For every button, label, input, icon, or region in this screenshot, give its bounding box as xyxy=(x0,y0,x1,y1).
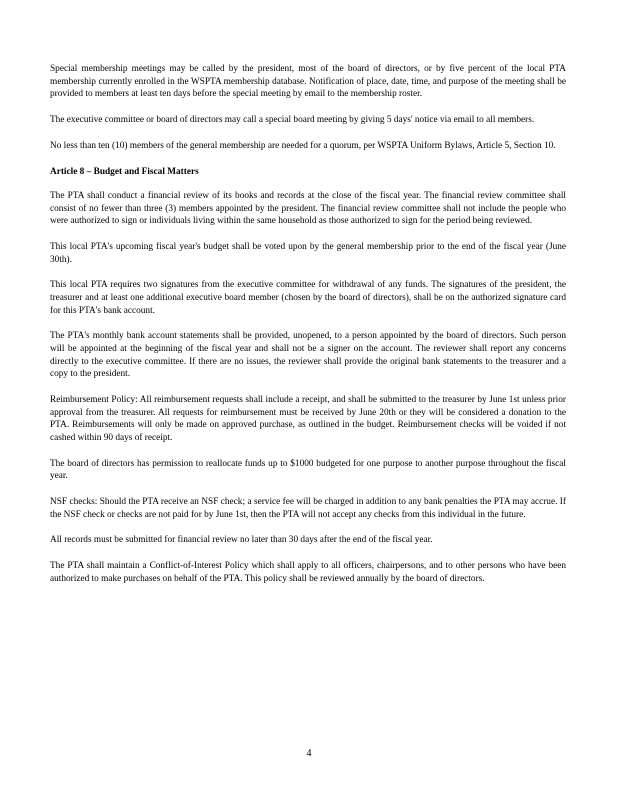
bank-statements-paragraph: The PTA's monthly bank account statements shall be provided, unopened, to a person appointed by the board of directors. Such person will be appointed at the beginning of the fiscal year and shall not be a signer on the account. The reviewer shall report any concerns directly to the executive committee. If there are no issues, the reviewer shall provide the original bank statements to the treasurer and a copy to the president. xyxy=(50,331,566,380)
financial-review-paragraph: The PTA shall conduct a financial review of its books and records at the close of the fiscal year. The financial review committee shall consist of no fewer than three (3) members appointed by the president. The financial review committee shall not include the people who were authorized to sign or individuals living within the same household as those authorized to sign for the period being reviewed. xyxy=(50,191,566,227)
reimbursement-policy-paragraph: Reimbursement Policy: All reimbursement requests shall include a receipt, and shall be submitted to the treasurer by June 1st unless prior approval from the treasurer. All requests for reimbursement must be received by June 20th or they will be considered a donation to the PTA. Reimbursements will only be made on approved purchase, as outlined in the budget. Reimbursement checks will be voided if not cashed within 90 days of receipt. xyxy=(50,395,566,443)
budget-vote-paragraph: This local PTA's upcoming fiscal year's budget shall be voted upon by the general membership prior to the end of the fiscal year (June 30th). xyxy=(50,242,566,265)
signatures-paragraph: This local PTA requires two signatures from the executive committee for withdrawal of any funds. The signatures of the president, the treasurer and at least one additional executive board member (chosen by the board of directors), shall be on the authorized signature card for this PTA's bank account. xyxy=(50,280,566,316)
special-meetings-paragraph: Special membership meetings may be called by the president, most of the board of directors, or by five percent of the local PTA membership currently enrolled in the WSPTA membership database. Notification of place, date, time, and purpose of the meeting shall be provided to members at least ten days before the special meeting by email to the membership roster. xyxy=(50,64,566,100)
nsf-checks-paragraph: NSF checks: Should the PTA receive an NSF check; a service fee will be charged in addition to any bank penalties the PTA may accrue. If the NSF check or checks are not paid for by June 1st, then the PTA will not accept any checks from this individual in the future. xyxy=(50,496,566,520)
conflict-of-interest-paragraph: The PTA shall maintain a Conflict-of-Interest Policy which shall apply to all officers, chairpersons, and to other persons who have been authorized to make purchases on behalf of the PTA. This policy shall be reviewed annually by the board of directors. xyxy=(50,561,566,584)
quorum-paragraph: No less than ten (10) members of the general membership are needed for a quorum, per WSPTA Uniform Bylaws, Article 5, Section 10. xyxy=(50,140,556,151)
article-8-heading: Article 8 – Budget and Fiscal Matters xyxy=(50,166,199,177)
records-submission-paragraph: All records must be submitted for financial review no later than 30 days after the end of the fiscal year. xyxy=(50,535,433,546)
document-page xyxy=(50,63,566,598)
reallocate-funds-paragraph: The board of directors has permission to reallocate funds up to $1000 budgeted for one purpose to another purpose throughout the fiscal year. xyxy=(50,458,566,482)
page-number: 4 xyxy=(306,748,312,759)
special-board-meeting-paragraph: The executive committee or board of directors may call a special board meeting by giving 5 days' notice via email to all members. xyxy=(50,114,535,125)
